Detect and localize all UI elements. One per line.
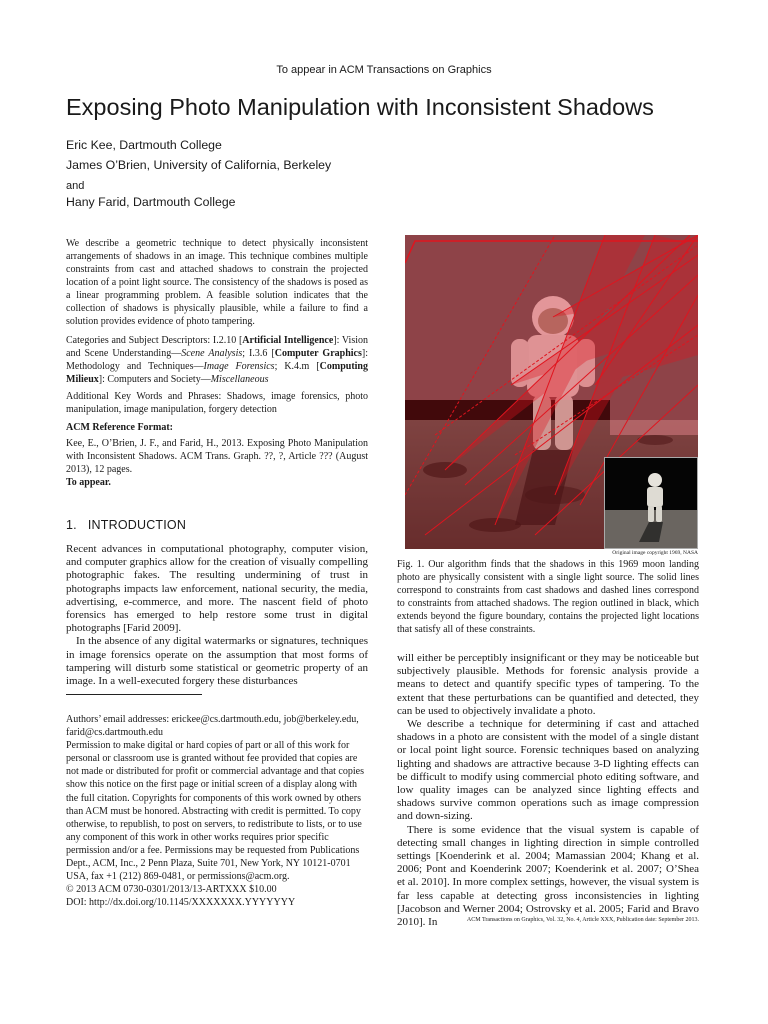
section-title: INTRODUCTION <box>87 518 187 532</box>
categories-forensics: Image Forensics <box>203 361 275 372</box>
author-line: Hany Farid, Dartmouth College <box>66 195 236 209</box>
author-line: James O’Brien, University of California, Berkeley <box>66 158 332 172</box>
section-heading <box>66 518 186 532</box>
running-header: To appear in ACM Transactions on Graphics <box>276 64 492 76</box>
acm-reference <box>66 421 368 489</box>
categories-scene: Scene Analysis <box>181 348 243 359</box>
categories-cg: Computer Graphics <box>274 348 362 359</box>
keywords-text: Additional Key Words and Phrases: Shadows, image forensics, photo manipulation, image manipulation, forgery detection <box>66 391 368 415</box>
figure-caption: Fig. 1. Our algorithm finds that the shadows in this 1969 moon landing photo are physically consistent with a single light source. The solid lines correspond to constraints from cast shadows and dashed lines correspond to constraints from attached shadows. The region outlined in black, which extends beyond the figure boundary, contains the projected light locations that satisfy all of these constraints. <box>397 559 699 635</box>
page-footer: ACM Transactions on Graphics, Vol. 32, No. 4, Article XXX, Publication date: September 2013. <box>466 917 699 923</box>
intro-paragraph: Recent advances in computational photography, computer vision, and computer graphics allow for the creation of visually compelling photographic fakes. The resulting undermining of trust in photographs impacts law enforcement, national security, the media, advertising, e-commerce, and more. The nascent field of photo forensics has emerged to help restore some trust in digital photographs [Farid 2009]. <box>66 543 368 635</box>
author-line: Eric Kee, Dartmouth College <box>66 138 222 152</box>
right-column <box>397 652 699 929</box>
categories-text: ; I.3.6 [ <box>242 348 275 359</box>
keywords <box>66 390 368 416</box>
inset-image <box>605 458 698 549</box>
reference-note: To appear. <box>66 477 111 488</box>
footnote-emails: Authors’ email addresses: erickee@cs.dartmouth.edu, job@berkeley.edu, farid@cs.dartmouth.edu <box>66 714 359 739</box>
intro-paragraph: In the absence of any digital watermarks or signatures, techniques in image forensics operate on the assumption that most forms of tampering will disturb some statistical or geometric property of an image. In a well-executed forgery these disturbances <box>66 635 368 688</box>
categories <box>66 334 368 386</box>
paper-title: Exposing Photo Manipulation with Inconsistent Shadows <box>66 94 654 120</box>
reference-text: Kee, E., O’Brien, J. F., and Farid, H., 2013. Exposing Photo Manipulation with Inconsistent Shadows. ACM Trans. Graph. ??, ?, Article ??? (August 2013), 12 pages. <box>66 438 368 475</box>
categories-text: ]: Computers and Society— <box>98 374 211 385</box>
figure-credit: Original image copyright 1969, NASA <box>612 550 698 556</box>
footnote-copyright: © 2013 ACM 0730-0301/2013/13-ARTXXX $10.00 <box>66 884 277 896</box>
footnote-permission: Permission to make digital or hard copies of part or all of this work for personal or classroom use is granted without fee provided that copies are not made or distributed for profit or commercial advantage and that copies show this notice on the first page or initial screen of a display along with the full citation. Copyrights for components of this work owned by others than ACM must be honored. Abstracting with credit is permitted. To copy otherwise, to republish, to post on servers, to redistribute to lists, or to use any component of this work in other works requires prior specific permission and/or a fee. Permissions may be requested from Publications Dept., ACM, Inc., 2 Penn Plaza, Suite 701, New York, NY 10121-0701 USA, fax +1 (212) 869-0481, or permissions@acm.org. <box>66 740 364 883</box>
footnote <box>66 713 368 909</box>
categories-text: ]: Vision and Scene Understanding— <box>66 335 369 359</box>
footnote-doi: DOI: http://dx.doi.org/10.1145/XXXXXXX.YYYYYYY <box>66 897 296 909</box>
body-paragraph: There is some evidence that the visual system is capable of detecting small changes in lighting direction in simple controlled settings [Koenderink et al. 2004; Mamassian 2004; Khang et al. 2006; Pont and Koenderink 2007; Koenderink et al. 2007; O’Shea et al. 2010]. In more complex settings, however, the visual system is far less capable at detecting gross inconsistencies in lighting [Jacobson and Werner 2004; Ostrovsky et al. 2005; Farid and Bravo 2010]. In <box>397 823 699 929</box>
figure-moon-landing <box>405 235 698 549</box>
author-conjunction: and <box>66 180 85 192</box>
abstract-text: We describe a geometric technique to detect physically inconsistent arrangements of shadows in an image. This technique combines multiple constraints from cast and attached shadows to constrain the projected location of a point light source. The consistency of the shadows is posed as a linear programming problem. A feasible solution indicates that the collection of shadows is physically plausible, while a failure to find a solution provides evidence of photo tampering. <box>66 238 368 327</box>
intro-column <box>66 543 368 688</box>
section-number: 1. <box>66 518 77 532</box>
abstract <box>66 237 368 328</box>
body-paragraph: will either be perceptibly insignificant or they may be noticeable but subjectively plausible. Methods for forensic analysis provide a means to detect and quantify specific types of tampering. To the extent that these perturbations can be quantified and detected, they can be used to objectively invalidate a photo. <box>397 652 699 717</box>
footnote-rule <box>66 694 202 695</box>
body-paragraph: We describe a technique for determining if cast and attached shadows in a photo are consistent with the model of a single distant or local point light source. Forensic techniques based on analyzing lighting and shadows are attractive because 3-D lighting effects can be difficult to modify using commercial photo editing software, and low quality images can be analyzed since lighting effects and shadows survive common operations such as image compression and down-sizing. <box>397 718 699 823</box>
categories-text: ]: Methodology and Techniques— <box>66 348 368 372</box>
categories-cm: Computing Milieux <box>66 361 368 385</box>
figure-inset-original <box>604 457 698 549</box>
categories-ai: Artificial Intelligence <box>242 335 334 346</box>
categories-text: Categories and Subject Descriptors: I.2.10 [ <box>66 335 243 346</box>
categories-misc: Miscellaneous <box>210 374 269 385</box>
categories-text: ; K.4.m [ <box>274 361 320 372</box>
reference-heading: ACM Reference Format: <box>66 422 173 433</box>
